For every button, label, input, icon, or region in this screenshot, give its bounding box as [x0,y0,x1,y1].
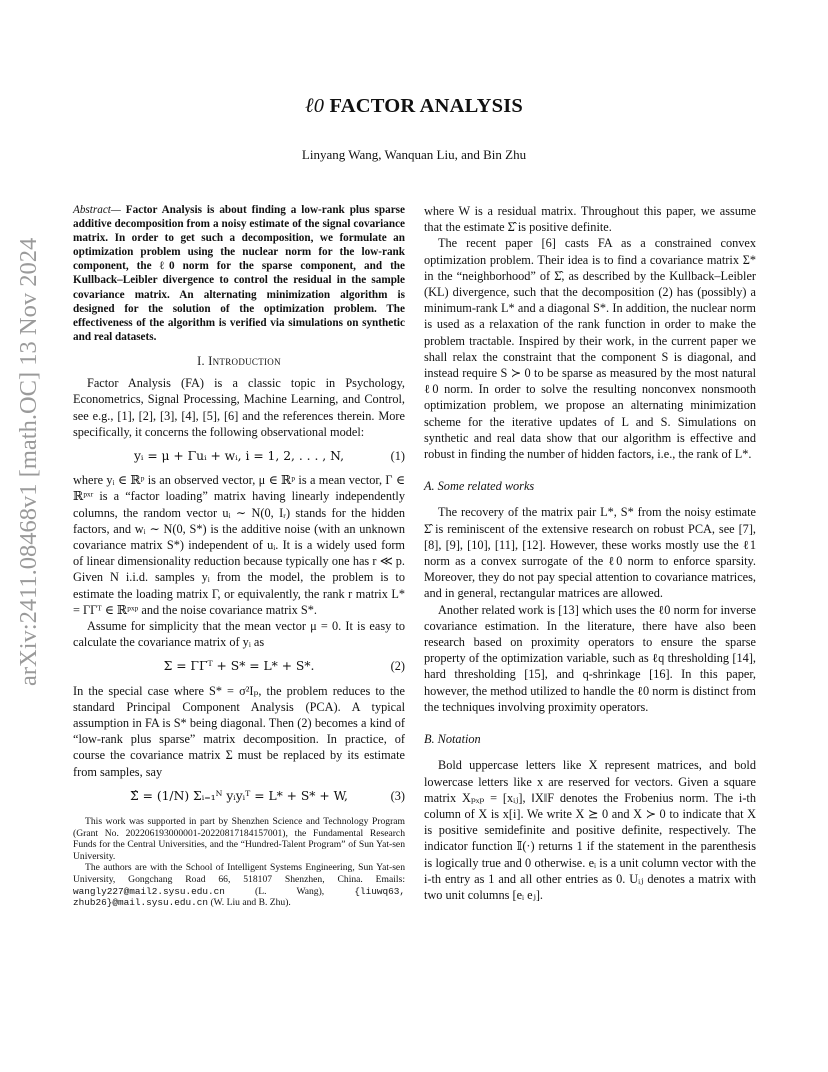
equation-1-body: yᵢ = μ + Γuᵢ + wᵢ, i = 1, 2, . . . , N, [133,448,344,463]
section-heading-introduction [73,353,405,369]
title-text: FACTOR ANALYSIS [329,95,523,117]
right-column [424,203,756,903]
arxiv-stamp [14,230,44,690]
right-paragraph-1: where W is a residual matrix. Throughout this paper, we assume that the estimate Σ̂ is positive definite. [424,204,756,235]
section-number: I. [197,353,205,368]
related-works-paragraph-1: The recovery of the matrix pair L*, S* from the noisy estimate Σ̂ is reminiscent of the extensive research on robust PCA, see [7], [8], [9], [10], [11], [12]. However, these works mostly use the ℓ1 norm as a convex surrogate of the ℓ0 norm to enforce sparsity. Moreover, they do not pay special attention to covariance matrices, and in general, rectangular matrices are allowed. [424,505,756,601]
subsection-heading-related-works: A. Some related works [424,479,535,494]
abstract-text: Factor Analysis is about finding a low-rank plus sparse additive decomposition from a noisy estimate of the signal covariance matrix. In order to get such a decomposition, we formulate an optimization problem using the nuclear norm for the low-rank component, the ℓ0 norm for the sparse component, and the Kullback–Leibler divergence to control the residual in the sample covariance matrix. An alternating minimization algorithm is designed for the solution of the optimization problem. The effectiveness of the algorithm is verified via simulations on synthetic and real datasets. [73,204,405,343]
footnotes [73,816,405,909]
author-list: Linyang Wang, Wanquan Liu, and Bin Zhu [301,147,527,162]
intro-paragraph-2: where yᵢ ∈ ℝᵖ is an observed vector, μ ∈ ℝᵖ is a mean vector, Γ ∈ ℝᵖˣʳ is a “factor loading” matrix having linearly independently columns, the random vector uᵢ ∼ N(0, Iᵣ) stands for the hidden factors, and wᵢ ∼ N(0, S*) is the additive noise (with an unknown covariance matrix S*) independent of uᵢ. It is a widely used form of linear dimensionality reduction because typically one has r ≪ p. Given N i.i.d. samples yᵢ from the model, the problem is to estimate the loading matrix Γ, or equivalently, the rank r matrix L* = ΓΓᵀ ∈ ℝᵖˣᵖ and the noise covariance matrix S*. [73,473,405,617]
notation-paragraph: Bold uppercase letters like X represent matrices, and bold lowercase letters like x are reserved for vectors. Given a square matrix Xₚₓₚ = [xᵢⱼ], ‖X‖F denotes the Frobenius norm. The i-th column of X is x[i]. We write X ⪰ 0 and X ≻ 0 to indicate that X is positive semidefinite and positive definite, respectively. The indicator function 𝕀(·) returns 1 if the statement in the parenthesis is logically true and 0 otherwise. eᵢ is a unit column vector with the i-th entry as 1 and all other entries as 0. Uᵢⱼ denotes a matrix with two unit columns [eᵢ eⱼ]. [424,758,756,902]
abstract-label: Abstract— [73,204,121,216]
left-column [73,203,405,909]
intro-paragraph-3: Assume for simplicity that the mean vector μ = 0. It is easy to calculate the covariance matrix of yᵢ as [73,618,405,650]
equation-3 [73,788,405,804]
intro-paragraph-1: Factor Analysis (FA) is a classic topic in Psychology, Econometrics, Signal Processing, Machine Learning, and Control, see e.g., [1], [2], [3], [4], [5], [6] and the references therein. More specifically, it concerns the following observational model: [73,376,405,439]
footnote-affiliation-end: (W. Liu and B. Zhu). [210,897,291,909]
footnote-affiliation-text: The authors are with the School of Intelligent Systems Engineering, Sun Yat-sen University, Gongchang Road 66, 518107 Shenzhen, China. Emails: [73,862,405,885]
related-works-paragraph-2: Another related work is [13] which uses the ℓ0 norm for inverse covariance estimation. In the literature, there have also been research based on proximity operators to ensure the sparse property of the optimization variable, such as ℓq thresholding [14], hard thresholding [15], and q-shrinkage [16]. In this paper, however, the method utilized to handle the ℓ0 norm is distinct from the techniques involving proximity operators. [424,602,756,714]
section-title: Introduction [208,353,281,368]
equation-2-number: (2) [390,659,405,674]
title-symbol: ℓ0 [305,95,325,117]
subsection-heading-notation: B. Notation [424,732,481,747]
right-paragraph-2: The recent paper [6] casts FA as a constrained convex optimization problem. Their idea is to find a covariance matrix Σ* in the “neighborhood” of Σ̂, as described by the Kullback–Leibler (KL) divergence, such that the decomposition (2) has (possibly) a minimum-rank L* and a diagonal S*. In addition, the nuclear norm is used as a relaxation of the rank function in order to make the problem tractable. Inspired by their work, in the current paper we shall relax the constraint that the component S is diagonal, and instead require S ≻ 0 to be sparse as measured by the most natural ℓ0 norm. In order to solve the resulting nonconvex nonsmooth optimization problem, we propose an alternating minimization scheme for the iterative updates of L and S. Simulations on synthetic and real data show that our algorithm is effective and robust in finding the number of hidden factors, i.e., the rank of L*. [424,236,756,462]
equation-2 [73,658,405,674]
footnote-affiliation-mid: (L. Wang), [255,885,325,897]
email-link-liu-zhu[interactable]: {liuwq63, zhub26}@mail.sysu.edu.cn [73,885,405,909]
equation-1-number: (1) [390,448,405,463]
arxiv-stamp-text: arXiv:2411.08468v1 [math.OC] 13 Nov 2024 [15,237,42,686]
footnote-funding: This work was supported in part by Shenzhen Science and Technology Program (Grant No. 202206193000001-20220817184157001), the Fundamental Research Funds for the Central Universities, and the “Hundred-Talent Program” of Sun Yat-sen University. [73,816,405,862]
equation-3-body: Σ̂ = (1/N) Σᵢ₌₁ᴺ yᵢyᵢᵀ = L* + S* + W, [130,788,348,803]
arxiv-stamp-graphic [14,230,44,690]
equation-2-body: Σ = ΓΓᵀ + S* = L* + S*. [163,659,315,674]
email-link-wang[interactable]: wangly227@mail2.sysu.edu.cn [73,885,225,897]
equation-1 [73,448,405,464]
equation-3-number: (3) [390,788,405,803]
abstract [73,203,405,344]
intro-paragraph-4: In the special case where S* = σ²Iₚ, the problem reduces to the standard Principal Component Analysis (PCA). A typical assumption in FA is S* being diagonal. Then (2) becomes a kind of “low-rank plus sparse” matrix decomposition. In practice, of course the covariance matrix Σ must be replaced by its estimate from samples, say [73,683,405,779]
footnote-affiliation [73,862,405,908]
paper-title [0,95,828,118]
